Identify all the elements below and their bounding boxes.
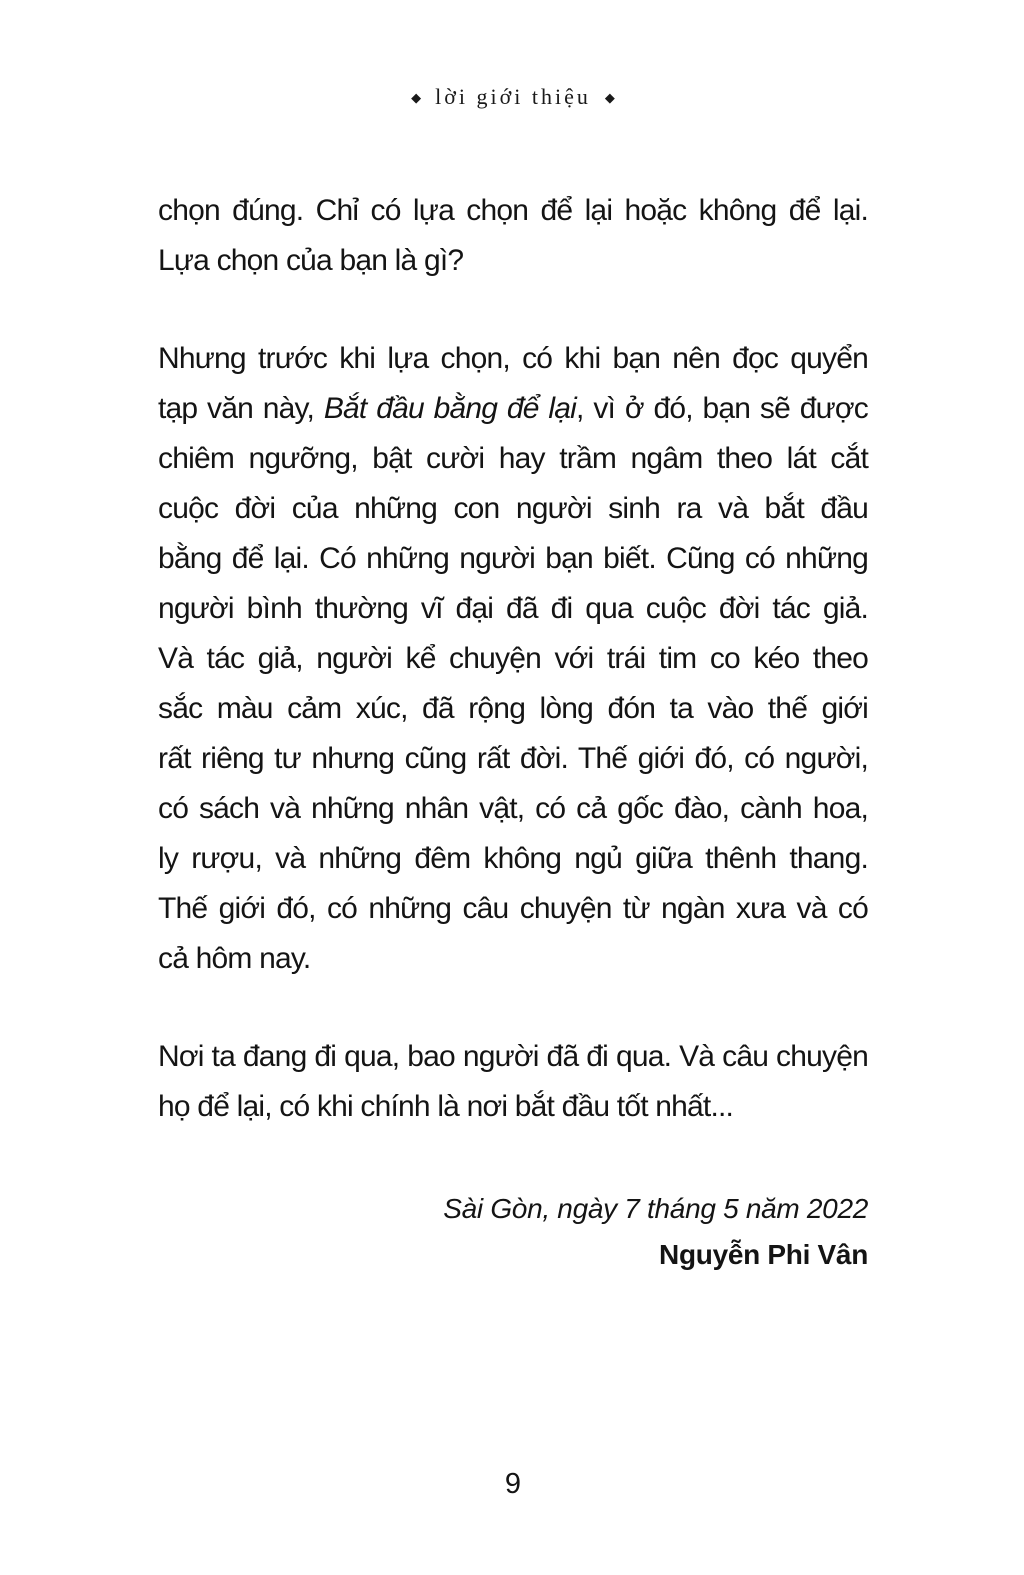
text-line: người bình thường vĩ đại đã đi qua cuộc đời tác giả. <box>158 592 868 625</box>
text-line: rất riêng tư nhưng cũng rất đời. Thế giới đó, có người, <box>158 742 868 775</box>
signature-author-name: Nguyễn Phi Vân <box>659 1239 868 1270</box>
text-segment: tạp văn này, <box>158 392 324 425</box>
paragraph <box>158 186 868 286</box>
diamond-icon: ◆ <box>411 90 422 105</box>
paragraph <box>158 1032 868 1132</box>
text-line: chọn đúng. Chỉ có lựa chọn để lại hoặc không để lại. <box>158 194 868 227</box>
text-line <box>158 384 868 434</box>
text-line: sắc màu cảm xúc, đã rộng lòng đón ta vào thế giới <box>158 692 868 725</box>
paragraph <box>158 334 868 984</box>
text-segment: , vì ở đó, bạn sẽ được <box>576 392 868 425</box>
text-line: cuộc đời của những con người sinh ra và bắt đầu <box>158 492 868 525</box>
body-text <box>158 186 868 1132</box>
text-line: Và tác giả, người kể chuyện với trái tim co kéo theo <box>158 642 868 675</box>
text-line: bằng để lại. Có những người bạn biết. Cũng có những <box>158 542 868 575</box>
signature-block <box>158 1186 868 1278</box>
text-line: Nhưng trước khi lựa chọn, có khi bạn nên đọc quyển <box>158 342 868 375</box>
running-header <box>158 84 868 110</box>
text-line: họ để lại, có khi chính là nơi bắt đầu tốt nhất... <box>158 1090 734 1123</box>
diamond-icon: ◆ <box>604 90 615 105</box>
signature-place-date: Sài Gòn, ngày 7 tháng 5 năm 2022 <box>443 1193 868 1224</box>
text-line: Nơi ta đang đi qua, bao người đã đi qua. Và câu chuyện <box>158 1040 868 1073</box>
book-title: Bắt đầu bằng để lại <box>323 392 577 425</box>
text-line: Lựa chọn của bạn là gì? <box>158 244 464 277</box>
text-line: cả hôm nay. <box>158 942 311 975</box>
text-line: ly rượu, và những đêm không ngủ giữa thênh thang. <box>158 842 868 875</box>
text-line: có sách và những nhân vật, có cả gốc đào, cành hoa, <box>158 792 868 825</box>
page-number: 9 <box>504 1468 522 1500</box>
text-line: chiêm ngưỡng, bật cười hay trầm ngâm theo lát cắt <box>158 442 868 475</box>
text-line: Thế giới đó, có những câu chuyện từ ngàn xưa và có <box>158 892 868 925</box>
chapter-title: lời giới thiệu <box>435 84 591 109</box>
